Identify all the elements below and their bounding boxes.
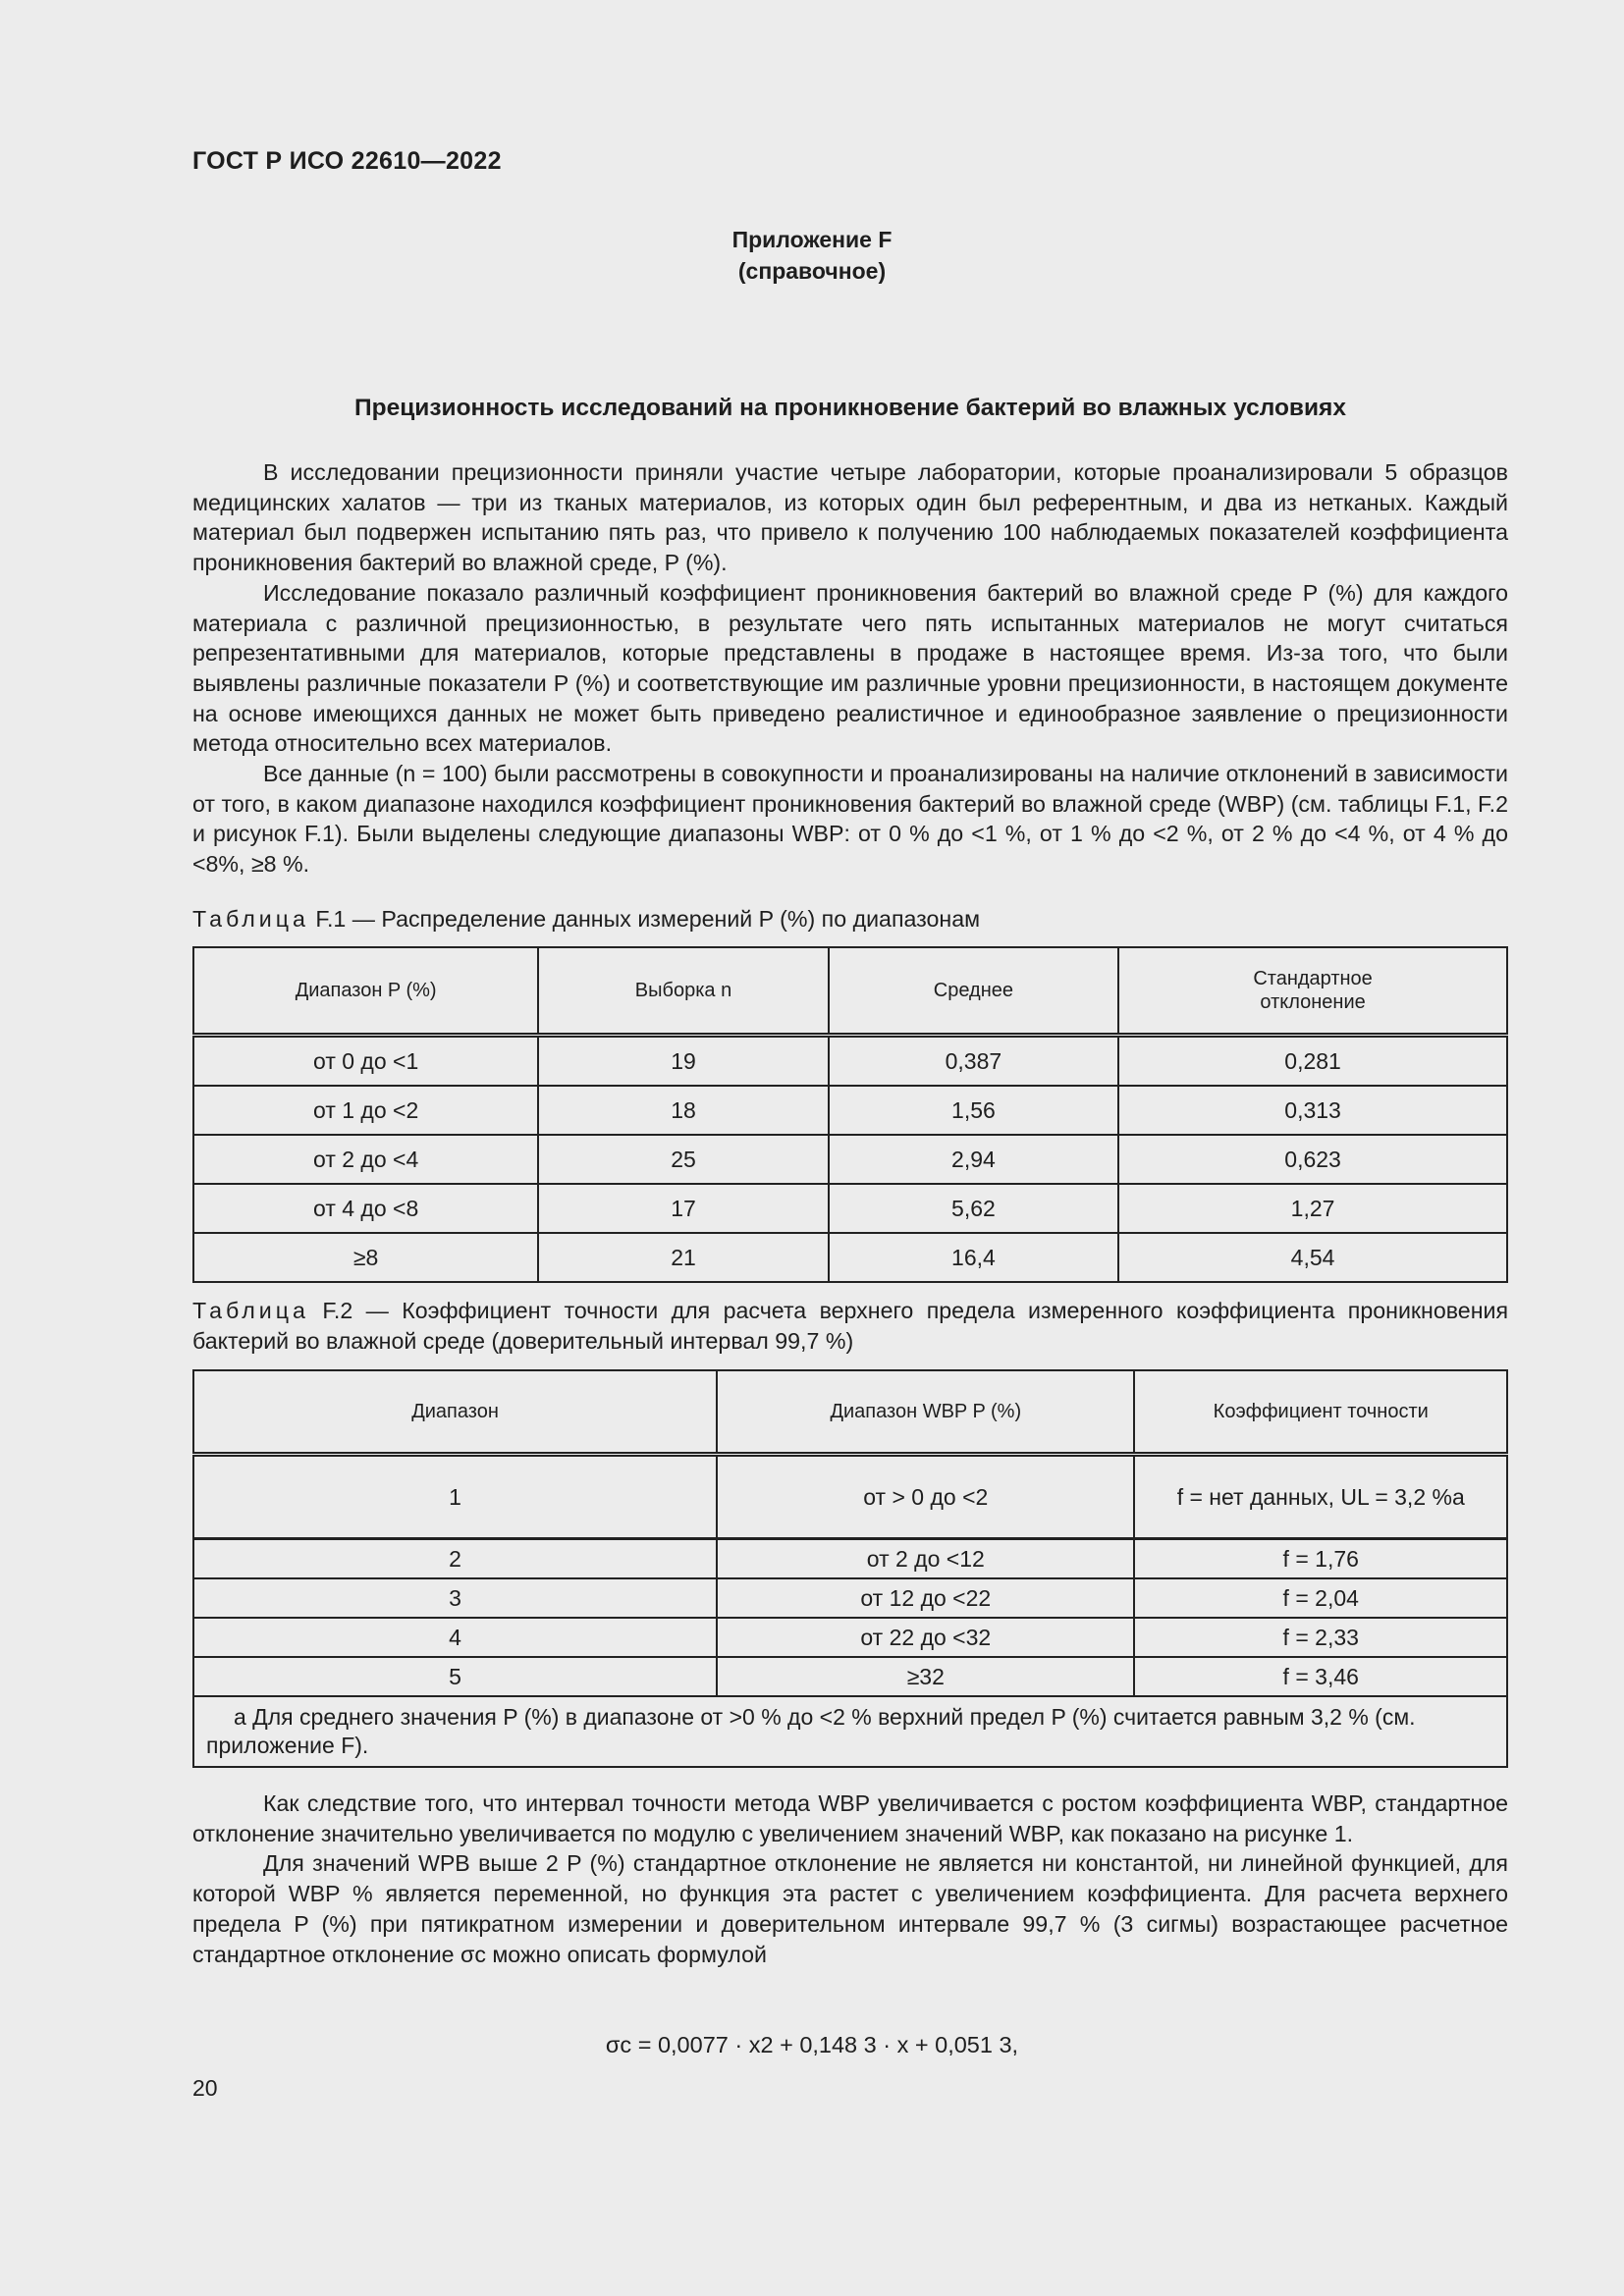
table-cell: 21 — [538, 1233, 828, 1282]
table-cell: 2,94 — [829, 1135, 1118, 1184]
table2-caption — [192, 1296, 1508, 1356]
table-cell: 4 — [193, 1618, 717, 1657]
paragraph: Все данные (n = 100) были рассмотрены в совокупности и проанализированы на наличие отклонений в зависимости от того, в каком диапазоне находился коэффициент проникновения бактерий во влажной среде (WBP) (см. таблицы F.1, F.2 и рисунок F.1). Были выделены следующие диапазоны WBP: от 0 % до <1 %, от 1 % до <2 %, от 2 % до <4 %, от 4 % до <8%, ≥8 %. — [192, 761, 1508, 878]
table-cell: от > 0 до <2 — [717, 1455, 1134, 1539]
table-cell: 1 — [193, 1455, 717, 1539]
table-cell: f = 2,04 — [1134, 1578, 1507, 1618]
annex-subtitle: (справочное) — [737, 258, 887, 284]
outro-paragraphs — [192, 1789, 1508, 1969]
table-cell: от 12 до <22 — [717, 1578, 1134, 1618]
table-cell: от 22 до <32 — [717, 1618, 1134, 1657]
table-footnote-row — [193, 1696, 1507, 1767]
table-row — [193, 1657, 1507, 1696]
table-row — [193, 1539, 1507, 1579]
paragraph: Исследование показало различный коэффициент проникновения бактерий во влажной среде P (%) для каждого материала с различной прецизионностью, в результате чего пять испытанных материалов не могут считаться репрезентативными для материалов, которые представлены в продаже в настоящее время. Из-за того, что были выявлены различные показатели P (%) и соответствующие им различные уровни прецизионности, в настоящем документе на основе имеющихся данных не может быть приведено реалистичное и единообразное заявление о прецизионности метода относительно всех материалов. — [192, 579, 1508, 757]
table-cell: f = 3,46 — [1134, 1657, 1507, 1696]
table1-caption — [192, 904, 1508, 934]
standard-header: ГОСТ Р ИСО 22610—2022 — [192, 147, 502, 175]
column-header: Стандартное отклонение — [1118, 947, 1507, 1036]
column-header: Диапазон — [193, 1370, 717, 1455]
table1-caption-label: Таблица — [192, 906, 309, 932]
column-header: Коэффициент точности — [1134, 1370, 1507, 1455]
column-header: Выборка n — [538, 947, 828, 1036]
table-cell: 5 — [193, 1657, 717, 1696]
table-cell: 1,56 — [829, 1086, 1118, 1135]
table-row — [193, 1184, 1507, 1233]
table-row — [193, 1618, 1507, 1657]
table-cell: ≥32 — [717, 1657, 1134, 1696]
table-cell: 17 — [538, 1184, 828, 1233]
column-header: Среднее — [829, 947, 1118, 1036]
paragraph: Для значений WPB выше 2 P (%) стандартное отклонение не является ни константой, ни линейной функцией, для которой WBP % является переменной, но функция эта растет с увеличением коэффициента. Для расчета верхнего предела P (%) при пятикратном измерении и доверительном интервале 99,7 % (3 сигмы) возрастающее расчетное стандартное отклонение σc можно описать формулой — [192, 1850, 1508, 1967]
table-header-row — [193, 1370, 1507, 1455]
table-cell: от 2 до <12 — [717, 1539, 1134, 1579]
table-cell: 3 — [193, 1578, 717, 1618]
formula: σc = 0,0077 · x2 + 0,148 3 · x + 0,051 3, — [605, 2032, 1019, 2057]
table-row — [193, 1233, 1507, 1282]
table-cell: 16,4 — [829, 1233, 1118, 1282]
annex-heading — [0, 224, 1624, 287]
table-row — [193, 1578, 1507, 1618]
table-cell: 0,281 — [1118, 1036, 1507, 1087]
footnote-text: a Для среднего значения P (%) в диапазоне от >0 % до <2 % верхний предел P (%) считается равным 3,2 % (см. приложение F). — [206, 1704, 1416, 1758]
annex-title: Приложение F — [731, 227, 893, 252]
paragraph: В исследовании прецизионности приняли участие четыре лаборатории, которые проанализировали 5 образцов медицинских халатов — три из тканых материалов, из которых один был референтным, и два из нетканых. Каждый материал был подвержен испытанию пять раз, что привело к получению 100 наблюдаемых показателей коэффициента проникновения бактерий во влажной среде, P (%). — [192, 459, 1508, 576]
table-cell: 18 — [538, 1086, 828, 1135]
table-row — [193, 1135, 1507, 1184]
table2-caption-label: Таблица — [192, 1298, 309, 1323]
table-f2 — [192, 1369, 1508, 1768]
table-cell: f = 1,76 — [1134, 1539, 1507, 1579]
page-number: 20 — [192, 2075, 218, 2101]
column-header: Диапазон P (%) — [193, 947, 538, 1036]
table-cell: 4,54 — [1118, 1233, 1507, 1282]
table1-caption-text: F.1 — Распределение данных измерений P (%) по диапазонам — [315, 906, 981, 932]
table-cell: ≥8 — [193, 1233, 538, 1282]
table-row — [193, 1455, 1507, 1539]
section-title: Прецизионность исследований на проникновение бактерий во влажных условиях — [354, 395, 1346, 421]
column-header: Диапазон WBP P (%) — [717, 1370, 1134, 1455]
table-footnote — [193, 1696, 1507, 1767]
table-cell: 0,623 — [1118, 1135, 1507, 1184]
table-cell: от 4 до <8 — [193, 1184, 538, 1233]
table-cell: 0,313 — [1118, 1086, 1507, 1135]
table-f1 — [192, 946, 1508, 1283]
table-cell: от 0 до <1 — [193, 1036, 538, 1087]
table-cell: 0,387 — [829, 1036, 1118, 1087]
table-cell: 1,27 — [1118, 1184, 1507, 1233]
table-cell: f = нет данных, UL = 3,2 %a — [1134, 1455, 1507, 1539]
intro-paragraphs — [192, 457, 1508, 880]
table-cell: 2 — [193, 1539, 717, 1579]
table-cell: 19 — [538, 1036, 828, 1087]
table-cell: f = 2,33 — [1134, 1618, 1507, 1657]
table-row — [193, 1036, 1507, 1087]
table-cell: 25 — [538, 1135, 828, 1184]
table-row — [193, 1086, 1507, 1135]
table-cell: 5,62 — [829, 1184, 1118, 1233]
table2-caption-text: F.2 — Коэффициент точности для расчета верхнего предела измеренного коэффициента проникновения бактерий во влажной среде (доверительный интервал 99,7 %) — [192, 1298, 1509, 1354]
paragraph: Как следствие того, что интервал точности метода WBP увеличивается с ростом коэффициента WBP, стандартное отклонение значительно увеличивается по модулю с увеличением значений WBP, как показано на рисунке 1. — [192, 1790, 1508, 1846]
table-header-row — [193, 947, 1507, 1036]
table-cell: от 1 до <2 — [193, 1086, 538, 1135]
table-cell: от 2 до <4 — [193, 1135, 538, 1184]
